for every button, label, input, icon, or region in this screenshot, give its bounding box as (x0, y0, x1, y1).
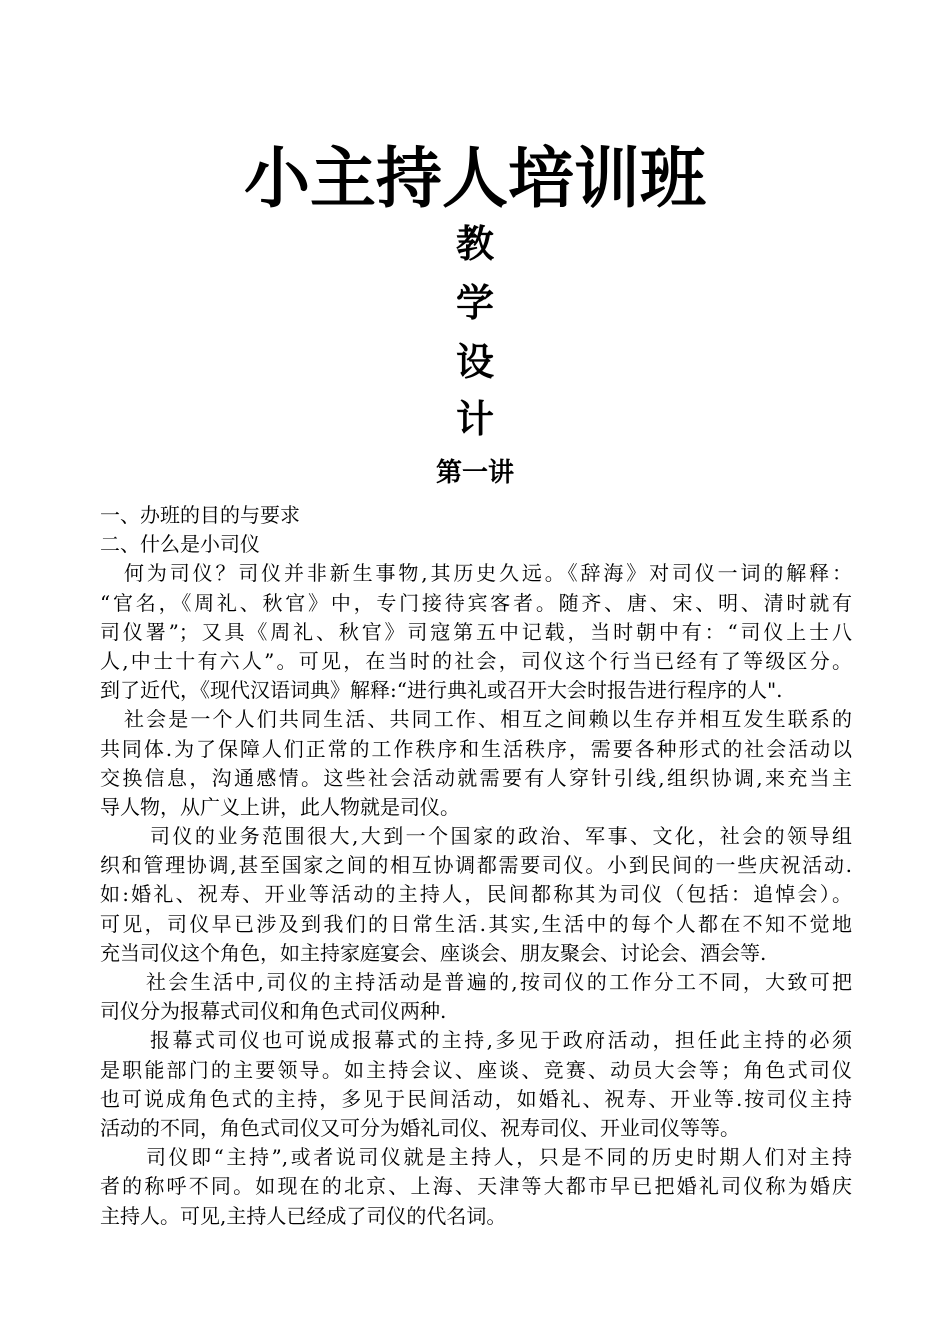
paragraph-line: 织和管理协调,甚至国家之间的相互协调都需要司仪。小到民间的一些庆祝活动. (100, 853, 852, 878)
paragraph-line: 也可说成角色式的主持，多见于民间活动，如婚礼、祝寿、开业等.按司仪主持 (100, 1086, 852, 1111)
paragraph-line: 人,中士十有六人”。可见，在当时的社会，司仪这个行当已经有了等级区分。 (100, 648, 852, 673)
subtitle-char-3: 设 (455, 339, 494, 384)
paragraph-line: 交换信息，沟通感情。这些社会活动就需要有人穿针引线,组织协调,来充当主 (100, 765, 852, 790)
paragraph-5 (100, 1026, 852, 1143)
section-heading-2: 二、什么是小司仪 (100, 532, 260, 557)
paragraph-line: 如:婚礼、祝寿、开业等活动的主持人，民间都称其为司仪（包括：追悼会）。 (100, 882, 852, 907)
paragraph-line: 导人物，从广义上讲，此人物就是司仪。 (100, 794, 460, 819)
section-heading-1: 一、办班的目的与要求 (100, 503, 300, 527)
paragraph-3 (100, 822, 852, 968)
paragraph-line: 充当司仪这个角色，如主持家庭宴会、座谈会、朋友聚会、讨论会、酒会等. (100, 940, 767, 965)
paragraph-line: 活动的不同，角色式司仪又可分为婚礼司仪、祝寿司仪、开业司仪等等。 (100, 1115, 740, 1140)
subtitle-char-2: 学 (455, 280, 494, 325)
paragraph-line: 社会是一个人们共同生活、共同工作、相互之间赖以生存并相互发生联系的 (124, 707, 852, 732)
paragraph-line: 司仪即“主持”,或者说司仪就是主持人，只是不同的历史时期人们对主持 (146, 1145, 852, 1170)
paragraph-4 (100, 968, 852, 1026)
paragraph-2 (100, 705, 852, 822)
paragraph-line: “官名，《周礼、秋官》中，专门接待宾客者。随齐、唐、宋、明、清时就有 (100, 590, 852, 615)
paragraph-line: 何为司仪？司仪并非新生事物,其历史久远。《辞海》对司仪一词的解释： (124, 561, 852, 586)
paragraph-line: 主持人。可见,主持人已经成了司仪的代名词。 (100, 1203, 507, 1228)
subtitle-char-1: 教 (455, 221, 494, 266)
paragraph-line: 到了近代，《现代汉语词典》解释:“进行典礼或召开大会时报告进行程序的人". (100, 678, 783, 703)
paragraph-line: 是职能部门的主要领导。如主持会议、座谈、竞赛、动员大会等；角色式司仪 (100, 1057, 852, 1082)
paragraph-line: 社会生活中,司仪的主持活动是普遍的,按司仪的工作分工不同，大致可把 (146, 970, 852, 994)
paragraph-1 (100, 559, 852, 705)
paragraph-line: 者的称呼不同。如现在的北京、上海、天津等大都市早已把婚礼司仪称为婚庆 (100, 1174, 852, 1199)
paragraph-line: 报幕式司仪也可说成报幕式的主持,多见于政府活动，担任此主持的必须 (150, 1028, 852, 1053)
paragraph-line: 可见，司仪早已涉及到我们的日常生活.其实,生活中的每个人都在不知不觉地 (100, 911, 852, 936)
subtitle-char-4: 计 (455, 396, 494, 441)
document-title: 小主持人培训班 (244, 139, 706, 217)
paragraph-line: 共同体.为了保障人们正常的工作秩序和生活秩序，需要各种形式的社会活动以 (100, 736, 852, 761)
document-body (100, 501, 852, 1231)
paragraph-line: 司仪的业务范围很大,大到一个国家的政治、军事、文化，社会的领导组 (150, 824, 852, 849)
lecture-heading: 第一讲 (435, 458, 514, 488)
paragraph-line: 司仪分为报幕式司仪和角色式司仪两种. (100, 999, 447, 1024)
paragraph-6 (100, 1143, 852, 1231)
paragraph-line: 司仪署”；又具《周礼、秋官》司寇第五中记载，当时朝中有：“司仪上士八 (100, 619, 852, 644)
